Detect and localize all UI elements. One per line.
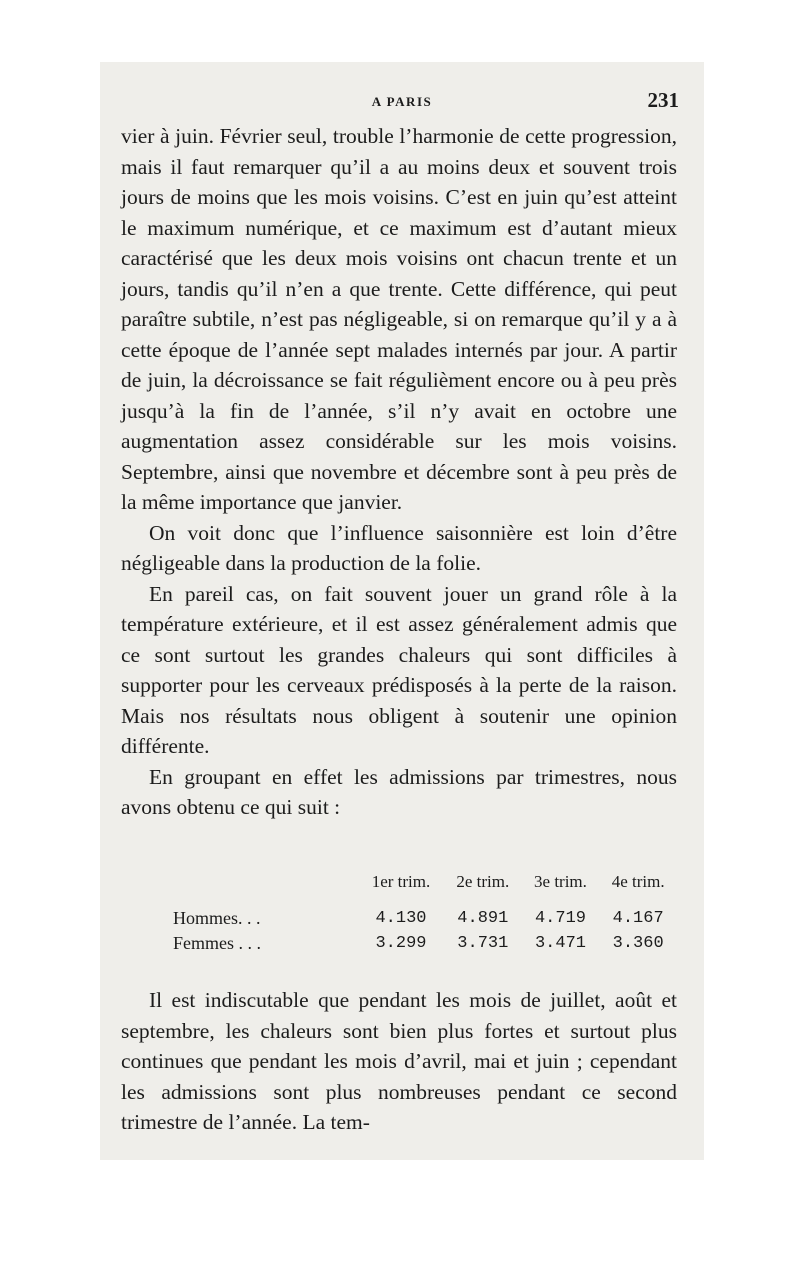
table-cell: 3.471 bbox=[534, 934, 586, 953]
column-header: 1er trim. bbox=[371, 872, 431, 891]
paragraph: On voit donc que l’influence saisonnière est loin d’être négligeable dans la production de la folie. bbox=[121, 520, 677, 575]
running-title: A PARIS bbox=[371, 94, 433, 109]
column-header: 4e trim. bbox=[611, 872, 665, 891]
table-row bbox=[121, 931, 677, 956]
table-cell: 4.719 bbox=[534, 909, 586, 928]
table-cell: 4.167 bbox=[612, 909, 664, 928]
table-cell: 4.130 bbox=[375, 909, 427, 928]
page-header bbox=[121, 88, 683, 118]
paragraph: vier à juin. Février seul, trouble l’harmonie de cette progression, mais il faut remarquer qu’il a au moins deux et souvent trois jours de moins que les mois voisins. C’est en juin qu’est atteint le maximum numérique, et ce maximum est d’autant mieux caractérisé que les deux mois voisins ont chacun trente et un jours, tandis qu’il n’en a que trente. Cette différence, qui peut paraître subtile, n’est pas négligeable, si on remarque qu’il y a à cette époque de l’année sept malades internés par jour. A partir de juin, la décroissance se fait régulièment encore ou à peu près jusqu’à la fin de l’année, s’il n’y avait en octobre une augmentation assez considérable sur les mois voisins. Septembre, ainsi que novembre et décembre sont à peu près de la même importance que janvier. bbox=[121, 124, 677, 514]
closing-text bbox=[121, 985, 677, 1138]
table-cell: 3.731 bbox=[457, 934, 509, 953]
table-row bbox=[121, 906, 677, 931]
paragraph: En pareil cas, on fait souvent jouer un grand rôle à la température extérieure, et il est assez généralement admis que ce sont surtout les grandes chaleurs qui sont difficiles à supporter pour les cerveaux prédisposés à la perte de la raison. Mais nos résultats nous obligent à soutenir une opinion différente. bbox=[121, 581, 677, 758]
row-label: Femmes . . . bbox=[173, 933, 261, 953]
page-number: 231 bbox=[647, 88, 679, 112]
paragraph: Il est indiscutable que pendant les mois de juillet, août et septembre, les chaleurs sont bien plus fortes et surtout plus continues que pendant les mois d’avril, mai et juin ; cependant les admissions sont plus nombreuses pendant ce second trimestre de l’année. La tem- bbox=[121, 988, 677, 1134]
table-corner bbox=[121, 872, 358, 906]
admissions-table bbox=[121, 872, 677, 956]
table-header-row bbox=[121, 872, 677, 906]
table-cell: 4.891 bbox=[457, 909, 509, 928]
column-header: 2e trim. bbox=[456, 872, 510, 891]
table-cell: 3.299 bbox=[375, 934, 427, 953]
paragraph: En groupant en effet les admissions par trimestres, nous avons obtenu ce qui suit : bbox=[121, 764, 677, 819]
table-cell: 3.360 bbox=[612, 934, 664, 953]
row-label: Hommes. . . bbox=[173, 908, 261, 928]
column-header: 3e trim. bbox=[534, 872, 587, 891]
body-text bbox=[121, 121, 677, 823]
